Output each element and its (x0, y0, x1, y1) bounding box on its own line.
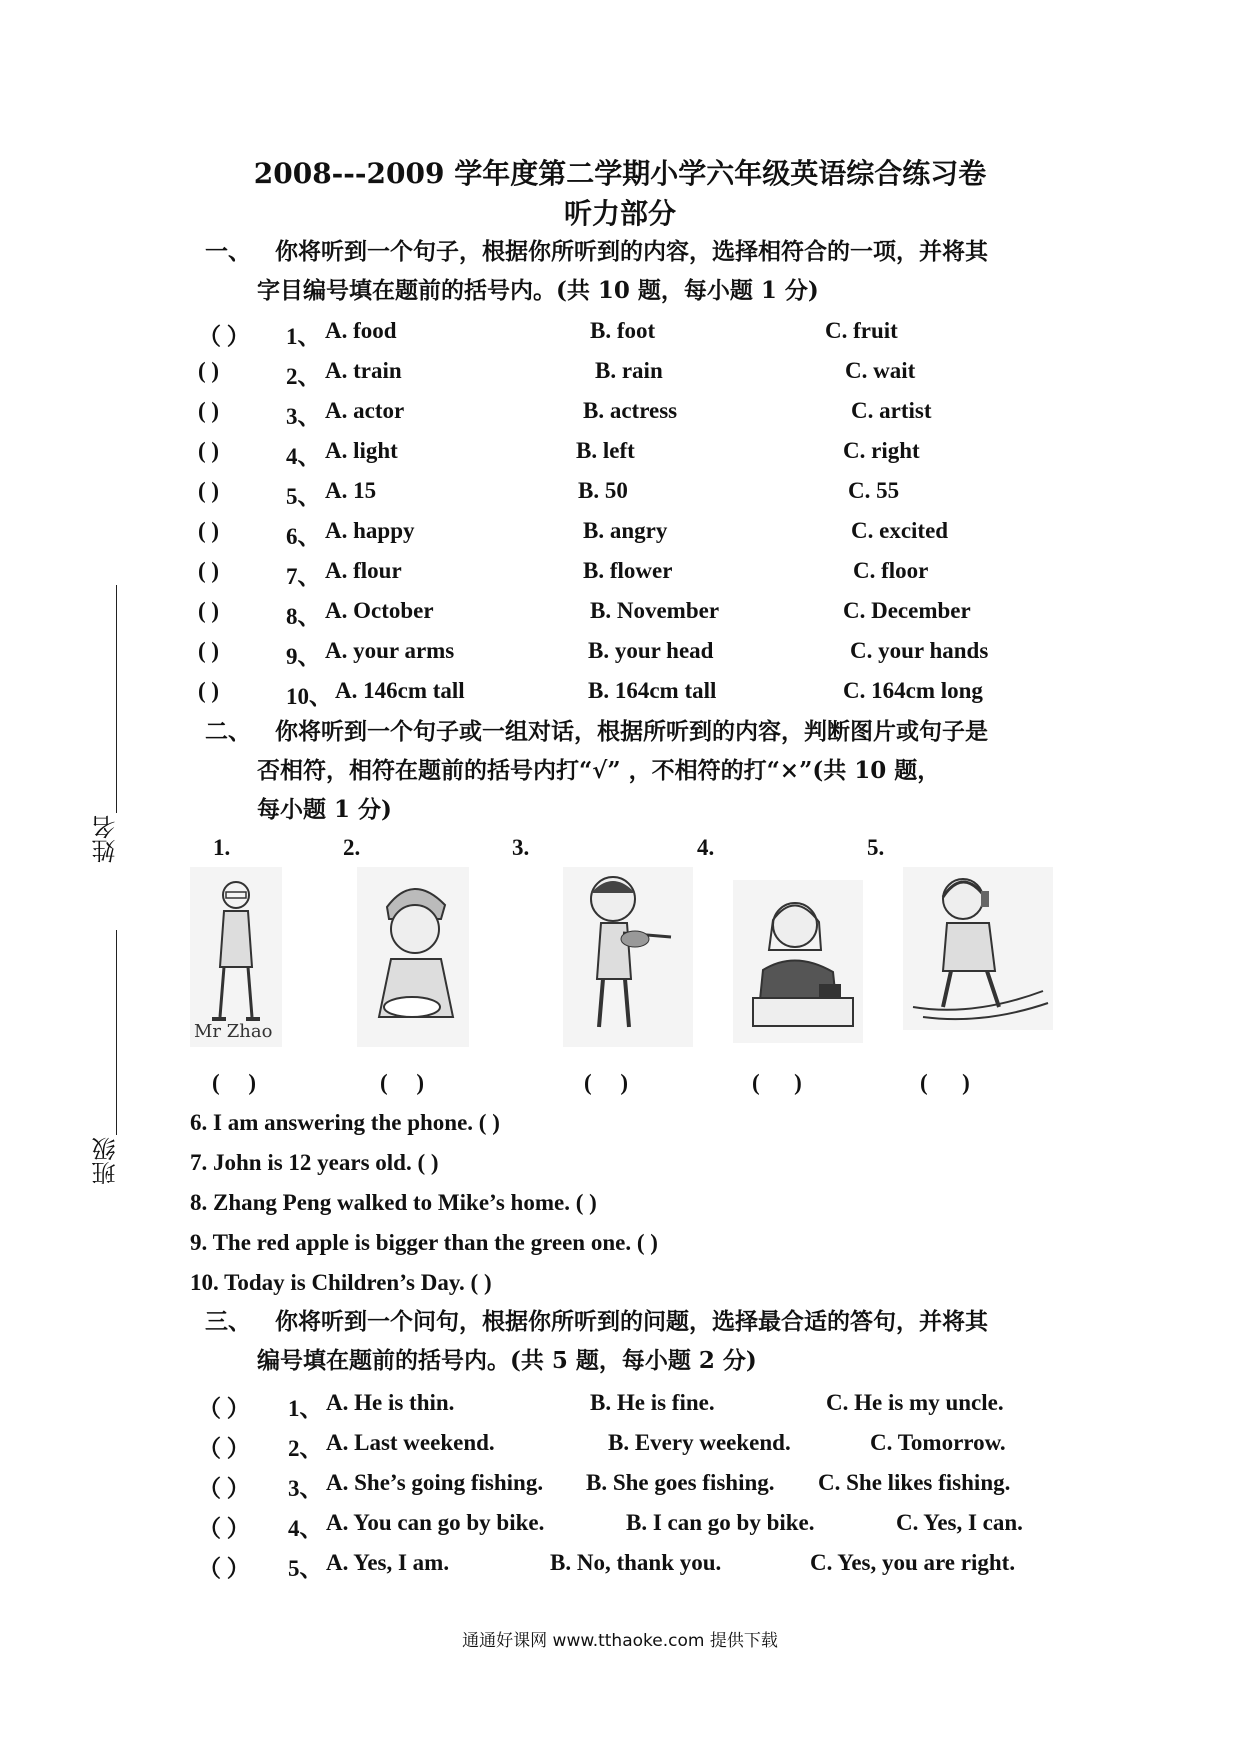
question-number: 4、 (286, 444, 321, 469)
option-a: A. happy (325, 518, 415, 543)
option-b: B. angry (583, 518, 668, 543)
question-number: 1、 (286, 324, 321, 349)
question-number: 10、 (286, 684, 332, 709)
answer-paren[interactable]: ( ) (198, 398, 220, 423)
statement-10[interactable]: 10. Today is Children’s Day. ( ) (190, 1270, 492, 1295)
instruction-line: 你将听到一个句子，根据你所听到的内容，选择相符合的一项，并将其 (275, 238, 988, 265)
section2-instructions (205, 712, 1085, 829)
option-a: A. October (325, 598, 434, 623)
option-c: C. right (843, 438, 920, 463)
option-b: B. No, thank you. (550, 1550, 722, 1575)
class-line (116, 930, 117, 1135)
option-c: C. Yes, I can. (896, 1510, 1023, 1535)
instruction-line: 字目编号填在题前的括号内。(共 10 题，每小题 1 分) (257, 277, 819, 304)
option-c: C. Yes, you are right. (810, 1550, 1016, 1575)
instruction-line: 否相符，相符在题前的括号内打“√” ，不相符的打“×”(共 10 题， (257, 757, 941, 784)
question-number: 1、 (288, 1396, 323, 1421)
option-c: C. your hands (850, 638, 989, 663)
footer-credit: 通通好课网 www.tthaoke.com 提供下载 (462, 1631, 778, 1651)
section3-instructions (205, 1302, 1085, 1380)
class-label: 班级 (92, 1137, 120, 1185)
picture-caption: Mr Zhao (194, 1021, 273, 1042)
option-a: A. train (325, 358, 402, 383)
option-c: C. excited (851, 518, 949, 543)
question-number: 4、 (288, 1516, 323, 1541)
option-a: A. actor (325, 398, 405, 423)
option-c: C. artist (851, 398, 932, 423)
man-standing-icon (190, 867, 282, 1047)
option-c: C. wait (845, 358, 916, 383)
option-c: C. Tomorrow. (870, 1430, 1006, 1455)
answer-paren[interactable]: ( ) (212, 1070, 257, 1095)
option-a: A. Last weekend. (326, 1430, 495, 1455)
answer-paren[interactable]: ( ) (198, 598, 220, 623)
option-c: C. 164cm long (843, 678, 983, 703)
answer-paren[interactable]: ( ) (380, 1070, 425, 1095)
answer-paren[interactable]: ( ) (920, 1070, 970, 1095)
boy-violin-icon (563, 867, 693, 1047)
option-a: A. He is thin. (326, 1390, 455, 1415)
statement-9[interactable]: 9. The red apple is bigger than the green one. ( ) (190, 1230, 658, 1255)
statement-8[interactable]: 8. Zhang Peng walked to Mike’s home. ( ) (190, 1190, 597, 1215)
picture-number: 1. (213, 835, 231, 860)
question-number: 9、 (286, 644, 321, 669)
option-b: B. left (576, 438, 635, 463)
woman-phone-icon (733, 880, 863, 1043)
answer-paren[interactable]: （ ） (198, 1476, 250, 1501)
picture-number: 4. (697, 835, 715, 860)
option-b: B. actress (583, 398, 678, 423)
answer-paren[interactable]: （ ） (198, 1396, 250, 1421)
section-number: 三、 (205, 1308, 251, 1335)
page-title: 2008---2009 学年度第二学期小学六年级英语综合练习卷 (253, 157, 987, 190)
girl-skiing-icon (903, 867, 1053, 1030)
picture-number: 5. (867, 835, 885, 860)
question-number: 2、 (286, 364, 321, 389)
option-b: B. 50 (578, 478, 628, 503)
option-c: C. December (843, 598, 971, 623)
option-a: A. food (325, 318, 397, 343)
option-a: A. flour (325, 558, 402, 583)
answer-paren[interactable]: （ ） (198, 1516, 250, 1541)
option-b: B. 164cm tall (588, 678, 717, 703)
answer-paren[interactable]: ( ) (198, 478, 220, 503)
option-a: A. Yes, I am. (326, 1550, 450, 1575)
question-number: 3、 (286, 404, 321, 429)
section1-instructions (205, 232, 1085, 310)
option-b: B. I can go by bike. (626, 1510, 815, 1535)
answer-paren[interactable]: （ ） (198, 324, 250, 349)
option-c: C. 55 (848, 478, 900, 503)
option-b: B. foot (590, 318, 656, 343)
option-c: C. He is my uncle. (826, 1390, 1004, 1415)
section-number: 一、 (205, 238, 251, 265)
option-a: A. 15 (325, 478, 377, 503)
option-a: A. your arms (325, 638, 455, 663)
question-number: 5、 (286, 484, 321, 509)
option-a: A. You can go by bike. (326, 1510, 545, 1535)
option-b: B. She goes fishing. (586, 1470, 775, 1495)
option-b: B. November (590, 598, 720, 623)
option-a: A. light (325, 438, 398, 463)
instruction-line: 编号填在题前的括号内。(共 5 题，每小题 2 分) (257, 1347, 757, 1374)
question-number: 5、 (288, 1556, 323, 1581)
instruction-line: 你将听到一个问句，根据你所听到的问题，选择最合适的答句，并将其 (275, 1308, 988, 1335)
option-b: B. Every weekend. (608, 1430, 791, 1455)
answer-paren[interactable]: ( ) (198, 358, 220, 383)
question-number: 3、 (288, 1476, 323, 1501)
question-number: 2、 (288, 1436, 323, 1461)
answer-paren[interactable]: （ ） (198, 1436, 250, 1461)
instruction-line: 你将听到一个句子或一组对话，根据所听到的内容，判断图片或句子是 (275, 718, 988, 745)
boy-washing-dishes-icon (357, 867, 469, 1047)
option-b: B. rain (595, 358, 663, 383)
name-label: 姓名 (92, 815, 120, 863)
answer-paren[interactable]: ( ) (584, 1070, 629, 1095)
answer-paren[interactable]: ( ) (752, 1070, 802, 1095)
option-a: A. She’s going fishing. (326, 1470, 544, 1495)
answer-paren[interactable]: ( ) (198, 438, 220, 463)
section-number: 二、 (205, 718, 251, 745)
answer-paren[interactable]: （ ） (198, 1556, 250, 1581)
question-number: 8、 (286, 604, 321, 629)
answer-paren[interactable]: ( ) (198, 678, 220, 703)
option-c: C. floor (853, 558, 929, 583)
picture-number: 3. (512, 835, 530, 860)
answer-paren[interactable]: ( ) (198, 558, 220, 583)
answer-paren[interactable]: ( ) (198, 638, 220, 663)
statement-6[interactable]: 6. I am answering the phone. ( ) (190, 1110, 500, 1135)
option-b: B. He is fine. (590, 1390, 715, 1415)
answer-paren[interactable]: ( ) (198, 518, 220, 543)
picture-number: 2. (343, 835, 361, 860)
question-number: 6、 (286, 524, 321, 549)
option-c: C. She likes fishing. (818, 1470, 1011, 1495)
statement-7[interactable]: 7. John is 12 years old. ( ) (190, 1150, 439, 1175)
option-b: B. flower (583, 558, 673, 583)
name-line (116, 585, 117, 813)
instruction-line: 每小题 1 分) (257, 796, 392, 823)
question-number: 7、 (286, 564, 321, 589)
option-b: B. your head (588, 638, 714, 663)
page-subtitle: 听力部分 (563, 197, 676, 230)
option-a: A. 146cm tall (335, 678, 465, 703)
option-c: C. fruit (825, 318, 898, 343)
